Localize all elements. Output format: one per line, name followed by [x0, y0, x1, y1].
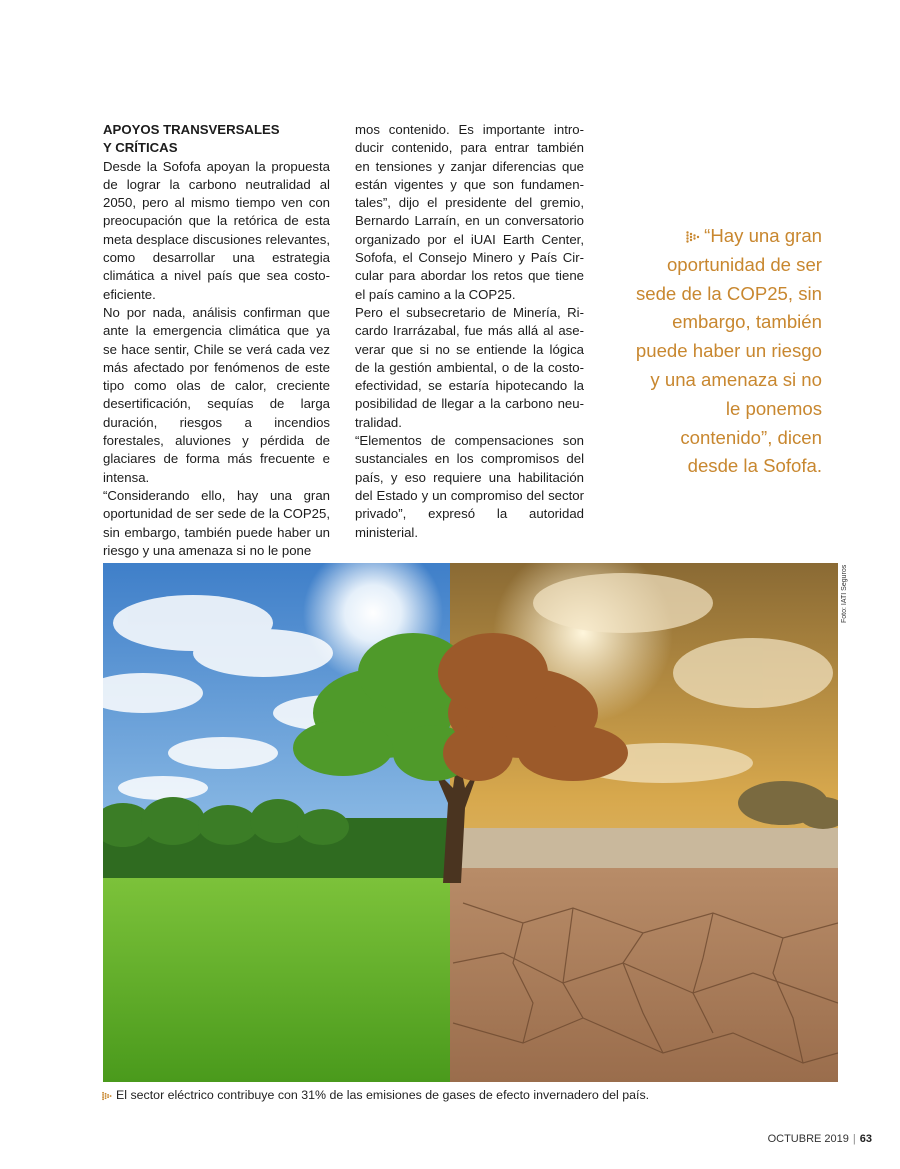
photo-caption: [102, 1088, 649, 1102]
paragraph: No por nada, análisis confirman que ante la emergencia climática que ya se hace sentir, Chile se verá cada vez más afectado por fenómenos de este tipo como olas de calor, creciente desertificación, sequías de larga duración, riesgos a incendios forestales, aluviones y pérdida de glaciares de forma más frecuente e intensa.: [103, 304, 330, 485]
split-landscape-photo: [103, 563, 838, 1082]
caption-text: El sector eléctrico contribuye con 31% de las emisiones de gases de efecto invernadero del país.: [116, 1088, 650, 1102]
paragraph: “Elementos de compensaciones son sustanciales en los compromisos del país, y eso requiere una habilitación del Estado y un compromiso del sector privado”, expresó la autoridad ministerial.: [355, 433, 584, 540]
pull-quote: [632, 222, 822, 481]
photo-credit: Foto: IATI Seguros: [841, 564, 848, 623]
dots-bullet-icon: [686, 231, 700, 243]
paragraph: “Considerando ello, hay una gran oportunidad de ser sede de la COP25, sin embargo, también puede haber un riesgo y una amenaza si no le pone: [103, 487, 330, 558]
paragraph: Desde la Sofofa apoyan la propuesta de lograr la carbono neutralidad al 2050, pero al mismo tiempo ven con preocupación que la retórica de esta meta desplace discusiones relevantes, como desarrollar una estrategia climática a nivel país que sea costoeficiente.: [103, 158, 330, 302]
article-column-1: [103, 121, 330, 560]
issue-date: OCTUBRE 2019: [767, 1133, 849, 1145]
page-footer: [768, 1133, 872, 1145]
pull-quote-text: “Hay una gran oportunidad de ser sede de la COP25, sin embargo, también puede haber un riesgo y una amenaza si no le ponemos contenido”, dicen desde la Sofofa.: [635, 225, 822, 477]
footer-divider: |: [852, 1133, 856, 1145]
section-heading: APOYOS TRANSVERSALES Y CRÍTICAS: [103, 122, 280, 156]
article-column-2: [355, 121, 584, 542]
page-number: 63: [859, 1133, 872, 1145]
paragraph: Pero el subsecretario de Minería, Ricardo Irarrázabal, fue más allá al aseverar que si no se entiende la lógica de la gestión ambiental, o de la costoefectividad, se estaría hipotecando la posibilidad de llegar a la carbono neutralidad.: [355, 304, 584, 430]
dots-bullet-icon: [102, 1091, 112, 1101]
photo-illustration: [103, 563, 838, 1082]
paragraph: mos contenido. Es importante introducir contenido, para entrar también en tensiones y zanjar diferencias que están vigentes y que son fundamentales”, dijo el presidente del gremio, Bernardo Larraín, en un conversatorio organizado por el iUAI Earth Center, Sofofa, el Consejo Minero y País Circular para abordar los retos que tiene el país camino a la COP25.: [355, 122, 584, 302]
